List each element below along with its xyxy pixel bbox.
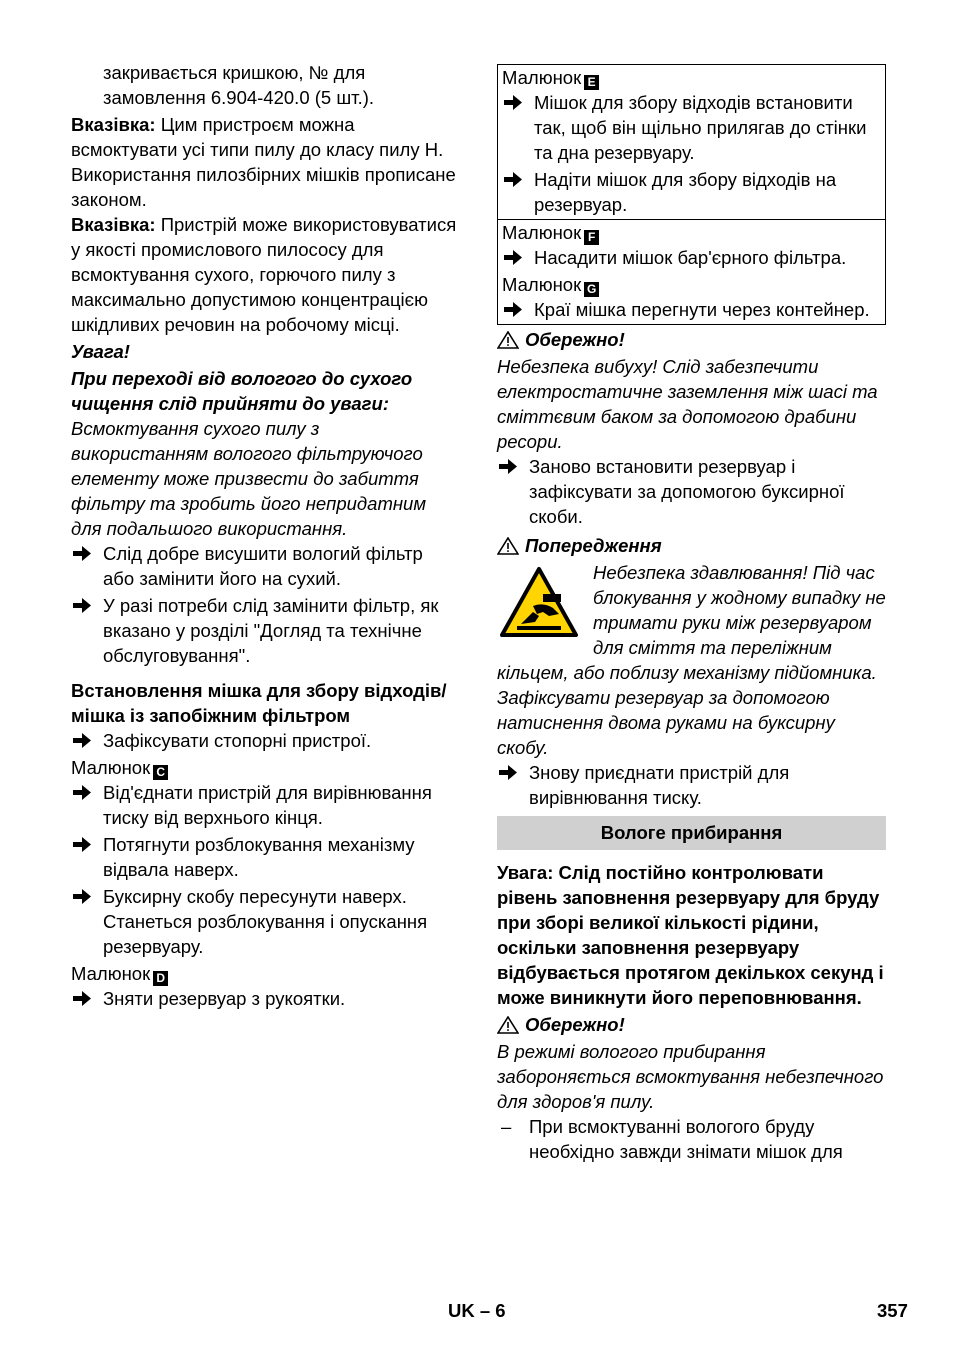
step-text: Буксирну скобу пересунути наверх. Станеться розблокування і опускання резервуару. <box>103 886 428 957</box>
figure-fg-box <box>497 220 886 325</box>
step-barrier-bag <box>502 245 881 270</box>
warning-triangle-icon <box>497 537 519 555</box>
arrow-right-icon <box>71 541 93 566</box>
step-unlock-mechanism <box>71 832 457 882</box>
step-text: Мішок для збору відходів встановити так, щоб він щільно прилягав до стінки та дна резервуару. <box>534 92 867 163</box>
note-1-text: Цим пристроєм можна всмоктувати усі типи пилу до класу пилу Н. Використання пилозбірних мішків прописане законом. <box>71 114 456 210</box>
step-text: У разі потреби слід замінити фільтр, як вказано у розділі "Догляд та технічне обслуговування". <box>103 595 439 666</box>
step-fold-edges <box>502 297 881 322</box>
arrow-right-icon <box>71 780 93 805</box>
warning-block <box>497 560 886 760</box>
paragraph-continued: закривається кришкою, № для замовлення 6.904-420.0 (5 шт.). <box>103 62 375 108</box>
step-text: Заново встановити резервуар і зафіксувати за допомогою буксирної скоби. <box>529 456 845 527</box>
arrow-right-icon <box>71 593 93 618</box>
figure-c-ref <box>71 755 457 780</box>
hand-crush-hazard-icon <box>499 566 579 638</box>
step-text: Зняти резервуар з рукоятки. <box>103 988 346 1009</box>
warning-text: Небезпека здавлювання! Під час блокування у жодному випадку не тримати руки між резервуаром для сміття та переліжним кільцем, або поблизу механізму підйомника. Зафіксувати резервуар за допомогою натиснення двома руками на буксирну скобу. <box>497 562 886 758</box>
caution-1-text: Небезпека вибуху! Слід забезпечити електростатичне заземлення між шасі та сміттєвим баком за допомогою драбини ресори. <box>497 356 878 452</box>
arrow-right-icon <box>502 245 524 270</box>
step-text: Насадити мішок бар'єрного фільтра. <box>534 247 847 268</box>
attention-title: Увага! <box>71 341 130 362</box>
arrow-right-icon <box>502 90 524 115</box>
figure-letter-f: F <box>584 230 599 245</box>
step-disconnect <box>71 780 457 830</box>
step-remove-tank <box>71 986 457 1011</box>
section-wet-cleaning: Вологе прибирання <box>497 816 886 850</box>
figure-e-box <box>497 64 886 220</box>
note-2 <box>71 212 457 337</box>
step-install-bag <box>502 90 881 165</box>
figure-letter-g: G <box>584 282 599 297</box>
figure-label: Малюнок <box>502 67 582 88</box>
arrow-right-icon <box>502 167 524 192</box>
arrow-right-icon <box>502 297 524 322</box>
step-reinstall-tank <box>497 454 886 529</box>
figure-e-ref <box>502 65 881 90</box>
note-2-label: Вказівка: <box>71 214 156 235</box>
warning-triangle-icon <box>497 1016 519 1034</box>
caution-title-text: Обережно! <box>525 1014 625 1035</box>
step-text: Потягнути розблокування механізму відвала наверх. <box>103 834 415 880</box>
figure-d-ref <box>71 961 457 986</box>
caution-2-text: В режимі вологого прибирання забороняється всмоктування небезпечного для здоров'я пилу. <box>497 1041 884 1112</box>
figure-label: Малюнок <box>71 757 151 778</box>
wet-attention: Увага: Слід постійно контролювати рівень заповнення резервуару для бруду при зборі великої кількості рідини, оскільки заповнення резервуару відбувається протягом декількох секунд і може виникнути його переповнювання. <box>497 862 884 1008</box>
dash-marker: – <box>501 1116 512 1137</box>
step-replace-filter <box>71 593 457 668</box>
attention-bold: При переході від вологого до сухого чищення слід прийняти до уваги: <box>71 368 413 414</box>
arrow-right-icon <box>497 760 519 785</box>
right-column <box>497 64 886 1166</box>
arrow-right-icon <box>71 884 93 909</box>
note-2-text: Пристрій може використовуватися у якості промислового пилососу для всмоктування сухого, горючого пилу з максимально допустимою концентрацією шкідливих речовин на робочому місці. <box>71 214 457 335</box>
arrow-right-icon <box>71 728 93 753</box>
step-reconnect <box>497 760 886 810</box>
left-column <box>71 60 457 1013</box>
arrow-right-icon <box>497 454 519 479</box>
step-move-bracket <box>71 884 457 959</box>
figure-letter-d: D <box>153 971 168 986</box>
attention-text: Всмоктування сухого пилу з використанням вологого фільтруючого елементу може призвести до забиття фільтру та зробить його непридатним для подальшого використання. <box>71 418 427 539</box>
section-heading: Встановлення мішка для збору відходів/мішка із запобіжним фільтром <box>71 680 447 726</box>
dash-item <box>497 1114 886 1164</box>
dash-item-text: При всмоктуванні вологого бруду необхідно завжди знімати мішок для <box>529 1116 843 1162</box>
step-text: Зафіксувати стопорні пристрої. <box>103 730 372 751</box>
step-lock-devices <box>71 728 457 753</box>
caution-2-title <box>497 1012 886 1037</box>
warning-title <box>497 533 886 558</box>
figure-letter-c: C <box>153 765 168 780</box>
step-text: Надіти мішок для збору відходів на резервуар. <box>534 169 837 215</box>
step-text: Від'єднати пристрій для вирівнювання тиску від верхнього кінця. <box>103 782 432 828</box>
figure-label: Малюнок <box>502 222 582 243</box>
arrow-right-icon <box>71 832 93 857</box>
figure-g-ref <box>502 272 881 297</box>
figure-label: Малюнок <box>502 274 582 295</box>
step-text: Слід добре висушити вологий фільтр або замінити його на сухий. <box>103 543 423 589</box>
figure-label: Малюнок <box>71 963 151 984</box>
page-number: 357 <box>877 1300 908 1321</box>
arrow-right-icon <box>71 986 93 1011</box>
note-1 <box>71 112 457 212</box>
figure-f-ref <box>502 220 881 245</box>
warning-title-text: Попередження <box>525 535 662 556</box>
step-dry-filter <box>71 541 457 591</box>
figure-letter-e: E <box>584 75 599 90</box>
caution-1-title <box>497 327 886 352</box>
page-label: UK – 6 <box>448 1300 506 1321</box>
warning-triangle-icon <box>497 331 519 349</box>
note-1-label: Вказівка: <box>71 114 156 135</box>
caution-title-text: Обережно! <box>525 329 625 350</box>
step-fit-bag <box>502 167 881 217</box>
step-text: Краї мішка перегнути через контейнер. <box>534 299 870 320</box>
step-text: Знову приєднати пристрій для вирівнювання тиску. <box>529 762 790 808</box>
